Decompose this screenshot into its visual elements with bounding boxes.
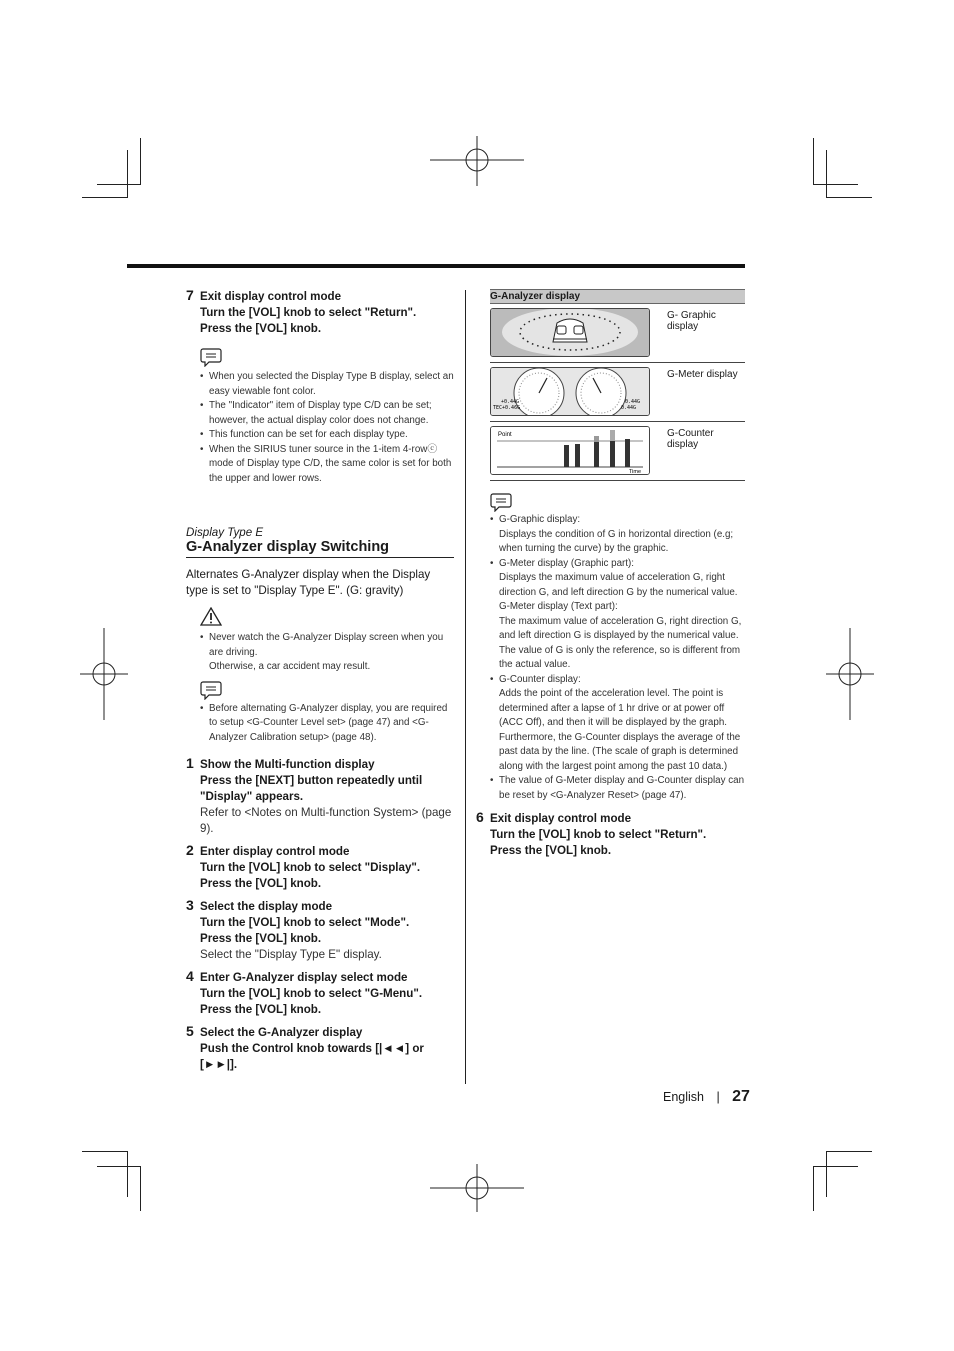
steps-list xyxy=(186,757,454,1073)
g-counter-caption: G-Counter display xyxy=(667,428,714,450)
counter-bar xyxy=(625,439,630,467)
registration-mark-left xyxy=(80,628,128,720)
page-number: 27 xyxy=(732,1088,750,1105)
g-counter-figure xyxy=(491,427,649,474)
g-meter-display xyxy=(490,367,650,416)
step-5: 5 Select the G-Analyzer display Push the Control knob towards [|◄◄] or [►►|]. xyxy=(186,1023,424,1071)
counter-time-label: Time xyxy=(629,469,642,474)
note-icon xyxy=(490,492,512,512)
right-column xyxy=(476,289,745,859)
g-graphic-row xyxy=(490,304,745,363)
g-graphic-figure xyxy=(491,309,649,356)
notes-list-2: • Before alternating G-Analyzer display, you are required to setup <G-Counter Level set> (page 47) and <G-Analyzer Calibration setup> (page 48). xyxy=(200,702,454,746)
page-footer xyxy=(663,1088,750,1106)
step-4: 4 Enter G-Analyzer display select mode Turn the [VOL] knob to select "G-Menu". Press the [VOL] knob. xyxy=(186,968,423,1016)
registration-mark-right xyxy=(826,628,874,720)
meter-left-value-1: +0.44G xyxy=(501,399,520,405)
column-divider xyxy=(465,290,466,1084)
g-meter-row xyxy=(490,363,745,422)
section-title: G-Analyzer display Switching xyxy=(186,539,454,558)
meter-right-value-2: 0.44G xyxy=(621,405,637,411)
g-counter-display xyxy=(490,426,650,475)
header-rule xyxy=(127,264,745,268)
notes-list-right: • G-Graphic display: Displays the condition of G in horizontal direction (e.g; when turning the curve) by the graphic. • G-Meter display (Graphic part): Displays the maximum value of acceleration G, right direction G, and left direction G by the numerical value. G-Meter display (Text part): The maximum value of acceleration G, right direction G, and left direction G is displayed by the numerical value. The value of G is only the reference, so is different from the actual value. • G-Counter display: Adds the point of the acceleration level. The point is determined after a lapse of 1 hr drive or at power off (ACC Off), and then it will be displayed by the graph. Furthermore, the G-Counter displays the average of the past data by the line. (The scale of graph is determined along with the largest point among the past 10 data.) • The value of G-Meter display and G-Counter display can be reset by <G-Analyzer Reset> (page 47). xyxy=(490,513,745,803)
registration-mark-top xyxy=(430,136,524,186)
left-column xyxy=(186,289,454,1073)
registration-mark-bottom xyxy=(430,1164,524,1212)
g-meter-caption: G-Meter display xyxy=(667,369,738,380)
footer-separator: | xyxy=(716,1090,720,1104)
counter-bar xyxy=(575,444,580,467)
step-2: 2 Enter display control mode Turn the [VOL] knob to select "Display". Press the [VOL] knob. xyxy=(186,842,421,890)
footer-language: English xyxy=(663,1090,704,1104)
g-graphic-caption: G- Graphic display xyxy=(667,310,716,332)
g-counter-row xyxy=(490,422,745,481)
step-7: 7 Exit display control mode Turn the [VOL] knob to select "Return". Press the [VOL] knob. xyxy=(186,287,417,335)
note-icon xyxy=(200,680,222,700)
meter-left-value-2: TEC+0.46G xyxy=(493,405,521,411)
g-graphic-display xyxy=(490,308,650,357)
counter-point-label: Point xyxy=(498,432,512,438)
section-label: Display Type E xyxy=(186,526,264,539)
warning-list: • Never watch the G-Analyzer Display screen when you are driving. Otherwise, a car accident may result. xyxy=(200,631,454,675)
step-1: 1 Show the Multi-function display Press the [NEXT] button repeatedly until "Display" appears. Refer to <Notes on Multi-function System> (page 9). xyxy=(186,755,452,835)
notes-list-1: • When you selected the Display Type B display, select an easy viewable font color. • The "Indicator" item of Display type C/D can be set; however, the actual display color does not change. • This function can be set for each display type. • When the SIRIUS tuner source in the 1-item 4-rowⓒ mode of Display type C/D, the same color is set for both the upper and lower rows. xyxy=(200,370,454,486)
g-meter-figure xyxy=(491,368,649,415)
step-6: 6 Exit display control mode Turn the [VOL] knob to select "Return". Press the [VOL] knob. xyxy=(476,809,707,857)
counter-bar xyxy=(610,441,615,467)
counter-bar xyxy=(564,445,569,467)
meter-right-value-1: 0.44G xyxy=(625,399,641,405)
warning-icon xyxy=(200,607,222,626)
step-3: 3 Select the display mode Turn the [VOL] knob to select "Mode". Press the [VOL] knob. Select the "Display Type E" display. xyxy=(186,897,410,961)
counter-bar xyxy=(594,442,599,467)
g-analyzer-table-title: G-Analyzer display xyxy=(490,289,745,304)
note-icon xyxy=(200,347,222,367)
intro-text: Alternates G-Analyzer display when the Display type is set to "Display Type E". (G: gravity) xyxy=(186,568,431,597)
